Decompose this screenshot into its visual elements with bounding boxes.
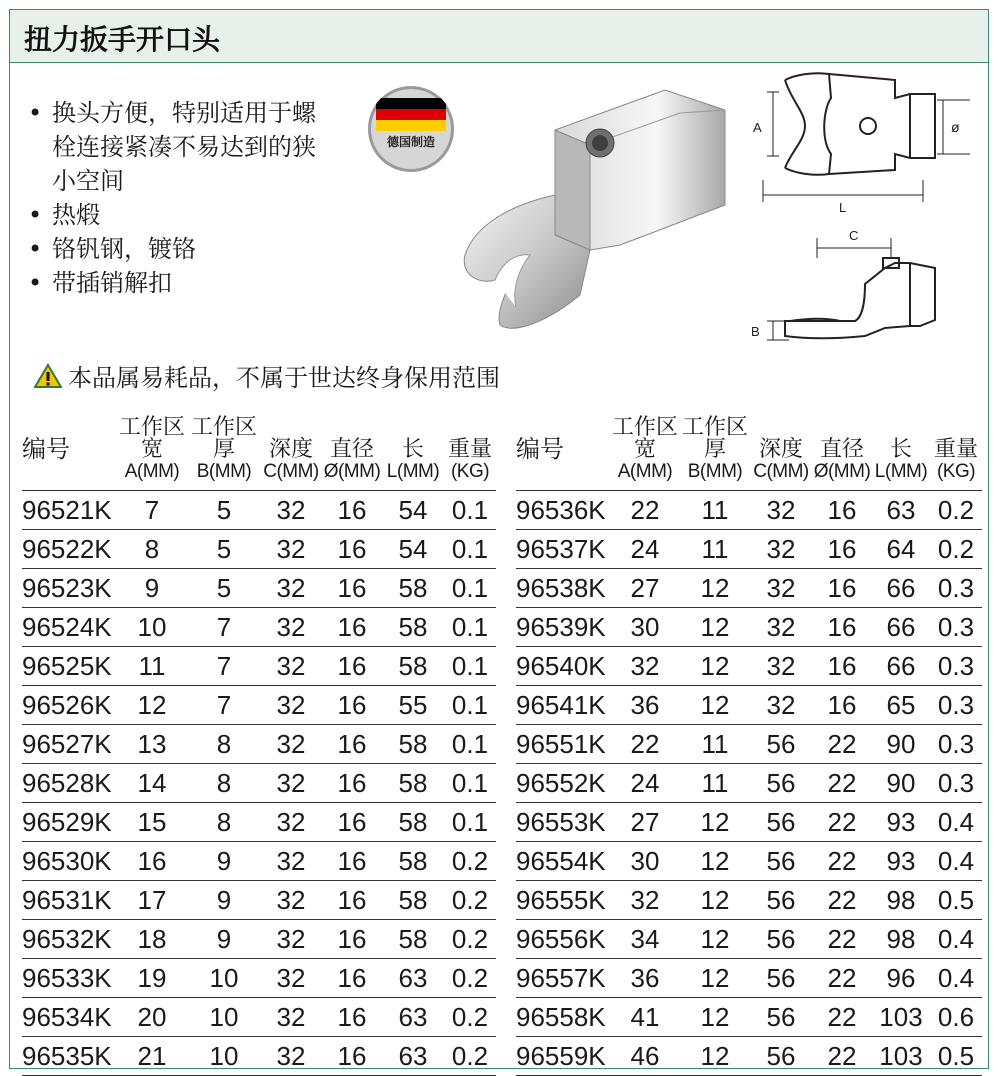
cell-weight: 0.2: [930, 530, 982, 569]
cell-code: 96555K: [516, 881, 610, 920]
cell-code: 96524K: [22, 608, 116, 647]
dimension-l-label: L: [839, 200, 847, 215]
header-diameter: 直径 Ø(MM): [813, 436, 871, 482]
cell-weight: 0.1: [444, 530, 496, 569]
cell-weight: 0.1: [444, 491, 496, 530]
cell-diameter: 16: [812, 530, 872, 569]
table-row: [516, 725, 982, 764]
cell-thickness: 5: [188, 530, 260, 569]
table-row: [22, 881, 496, 920]
cell-length: 58: [382, 647, 444, 686]
cell-code: 96557K: [516, 959, 610, 998]
table-header-row: [22, 416, 496, 491]
cell-width: 22: [610, 491, 680, 530]
feature-item: [22, 266, 322, 300]
cell-weight: 0.1: [444, 686, 496, 725]
cell-code: 96539K: [516, 608, 610, 647]
cell-thickness: 7: [188, 608, 260, 647]
cell-width: 9: [116, 569, 188, 608]
page-title: 扭力扳手开口头: [24, 23, 221, 56]
cell-width: 27: [610, 569, 680, 608]
feature-text: 带插销解扣: [52, 269, 172, 297]
cell-thickness: 8: [188, 764, 260, 803]
cell-weight: 0.4: [930, 920, 982, 959]
table-row: [22, 764, 496, 803]
cell-diameter: 16: [322, 803, 382, 842]
cell-code: 96554K: [516, 842, 610, 881]
cell-length: 54: [382, 491, 444, 530]
cell-thickness: 12: [680, 647, 750, 686]
table-row: [22, 530, 496, 569]
cell-weight: 0.3: [930, 647, 982, 686]
cell-width: 7: [116, 491, 188, 530]
cell-weight: 0.2: [930, 491, 982, 530]
cell-code: 96530K: [22, 842, 116, 881]
cell-diameter: 16: [322, 764, 382, 803]
cell-length: 63: [382, 998, 444, 1037]
cell-diameter: 16: [322, 608, 382, 647]
header-depth: 深度 C(MM): [263, 436, 319, 482]
cell-diameter: 16: [322, 530, 382, 569]
cell-depth: 32: [260, 530, 322, 569]
cell-weight: 0.3: [930, 608, 982, 647]
cell-weight: 0.1: [444, 725, 496, 764]
header-thickness: 工作区厚 B(MM): [681, 414, 748, 482]
table-row: [22, 491, 496, 530]
cell-depth: 32: [750, 647, 812, 686]
cell-depth: 32: [260, 842, 322, 881]
feature-text: 铬钒钢，镀铬: [52, 235, 196, 263]
cell-width: 30: [610, 608, 680, 647]
cell-diameter: 22: [812, 842, 872, 881]
table-row: [22, 842, 496, 881]
table-row: [22, 647, 496, 686]
feature-item: [22, 232, 322, 266]
table-row: [516, 608, 982, 647]
header-width: 工作区宽 A(MM): [118, 414, 185, 482]
cell-thickness: 7: [188, 686, 260, 725]
cell-weight: 0.5: [930, 1037, 982, 1076]
badge-label: 德国制造: [386, 135, 435, 149]
cell-weight: 0.5: [930, 881, 982, 920]
table-row: [22, 608, 496, 647]
cell-depth: 56: [750, 803, 812, 842]
cell-diameter: 22: [812, 920, 872, 959]
side-view-drawing: [745, 218, 985, 368]
cell-diameter: 16: [322, 842, 382, 881]
cell-diameter: 22: [812, 959, 872, 998]
cell-diameter: 16: [322, 725, 382, 764]
spec-table-right: [516, 416, 982, 1076]
wrench-head-image: [440, 85, 740, 345]
cell-depth: 32: [260, 1037, 322, 1076]
cell-width: 16: [116, 842, 188, 881]
cell-code: 96556K: [516, 920, 610, 959]
table-row: [22, 920, 496, 959]
cell-depth: 32: [260, 998, 322, 1037]
cell-length: 63: [382, 959, 444, 998]
cell-depth: 32: [260, 608, 322, 647]
cell-length: 65: [872, 686, 930, 725]
cell-depth: 32: [260, 647, 322, 686]
cell-weight: 0.1: [444, 608, 496, 647]
cell-weight: 0.6: [930, 998, 982, 1037]
table-row: [516, 647, 982, 686]
cell-thickness: 8: [188, 803, 260, 842]
cell-length: 64: [872, 530, 930, 569]
cell-weight: 0.2: [444, 959, 496, 998]
header-length: 长 L(MM): [386, 436, 440, 482]
cell-code: 96522K: [22, 530, 116, 569]
header-width: 工作区宽 A(MM): [611, 414, 678, 482]
cell-code: 96523K: [22, 569, 116, 608]
table-row: [516, 881, 982, 920]
cell-length: 58: [382, 764, 444, 803]
cell-code: 96553K: [516, 803, 610, 842]
cell-depth: 32: [260, 881, 322, 920]
title-bar: [10, 10, 988, 63]
cell-diameter: 16: [322, 959, 382, 998]
cell-length: 58: [382, 920, 444, 959]
feature-item: [22, 198, 322, 232]
cell-width: 18: [116, 920, 188, 959]
cell-diameter: 16: [322, 647, 382, 686]
table-row: [516, 959, 982, 998]
cell-depth: 32: [750, 608, 812, 647]
table-row: [516, 569, 982, 608]
cell-diameter: 16: [322, 686, 382, 725]
cell-weight: 0.3: [930, 725, 982, 764]
feature-list: [22, 96, 322, 300]
cell-diameter: 22: [812, 881, 872, 920]
cell-depth: 32: [260, 491, 322, 530]
cell-thickness: 7: [188, 647, 260, 686]
cell-depth: 56: [750, 764, 812, 803]
cell-length: 96: [872, 959, 930, 998]
cell-weight: 0.2: [444, 842, 496, 881]
cell-diameter: 16: [322, 569, 382, 608]
cell-weight: 0.2: [444, 1037, 496, 1076]
germany-flag-icon: [376, 98, 446, 131]
cell-length: 58: [382, 881, 444, 920]
warning-notice: [34, 358, 500, 393]
cell-depth: 32: [260, 725, 322, 764]
cell-code: 96521K: [22, 491, 116, 530]
cell-length: 93: [872, 803, 930, 842]
dimension-diameter-label: ø: [951, 119, 960, 135]
cell-code: 96525K: [22, 647, 116, 686]
bullet-icon: •: [28, 235, 43, 263]
cell-depth: 32: [260, 569, 322, 608]
bullet-icon: •: [28, 269, 43, 297]
cell-weight: 0.1: [444, 803, 496, 842]
cell-diameter: 16: [812, 647, 872, 686]
cell-thickness: 12: [680, 920, 750, 959]
cell-weight: 0.4: [930, 803, 982, 842]
table-row: [516, 764, 982, 803]
cell-diameter: 16: [812, 491, 872, 530]
cell-width: 13: [116, 725, 188, 764]
cell-diameter: 16: [322, 920, 382, 959]
cell-length: 90: [872, 764, 930, 803]
spec-table-left: [22, 416, 496, 1076]
top-view-drawing: [745, 70, 985, 215]
table-row: [22, 1037, 496, 1076]
cell-thickness: 12: [680, 1037, 750, 1076]
table-row: [516, 1037, 982, 1076]
feature-text: 换头方便，特别适用于螺栓连接紧凑不易达到的狭小空间: [52, 99, 316, 195]
cell-length: 58: [382, 608, 444, 647]
cell-thickness: 9: [188, 881, 260, 920]
cell-length: 63: [872, 491, 930, 530]
cell-code: 96541K: [516, 686, 610, 725]
header-weight: 重量 (KG): [933, 436, 978, 482]
cell-thickness: 12: [680, 959, 750, 998]
cell-width: 17: [116, 881, 188, 920]
dimension-a-label: A: [753, 120, 762, 135]
cell-width: 32: [610, 881, 680, 920]
cell-depth: 56: [750, 998, 812, 1037]
cell-thickness: 9: [188, 920, 260, 959]
cell-code: 96528K: [22, 764, 116, 803]
cell-length: 66: [872, 647, 930, 686]
cell-width: 24: [610, 764, 680, 803]
warning-triangle-icon: [34, 363, 62, 389]
cell-depth: 32: [750, 686, 812, 725]
table-row: [516, 530, 982, 569]
cell-code: 96559K: [516, 1037, 610, 1076]
cell-length: 58: [382, 725, 444, 764]
header-code: 编号: [22, 436, 70, 463]
table-row: [516, 491, 982, 530]
cell-depth: 56: [750, 959, 812, 998]
table-row: [22, 686, 496, 725]
table-row: [22, 803, 496, 842]
table-row: [516, 803, 982, 842]
cell-length: 55: [382, 686, 444, 725]
cell-width: 27: [610, 803, 680, 842]
cell-weight: 0.1: [444, 647, 496, 686]
cell-code: 96538K: [516, 569, 610, 608]
cell-width: 32: [610, 647, 680, 686]
cell-depth: 32: [260, 920, 322, 959]
cell-weight: 0.1: [444, 569, 496, 608]
cell-diameter: 22: [812, 764, 872, 803]
cell-thickness: 10: [188, 998, 260, 1037]
cell-width: 15: [116, 803, 188, 842]
cell-diameter: 22: [812, 803, 872, 842]
table-row: [22, 998, 496, 1037]
cell-code: 96537K: [516, 530, 610, 569]
table-row: [516, 998, 982, 1037]
cell-width: 34: [610, 920, 680, 959]
cell-thickness: 12: [680, 803, 750, 842]
cell-code: 96527K: [22, 725, 116, 764]
cell-width: 10: [116, 608, 188, 647]
cell-length: 58: [382, 569, 444, 608]
cell-diameter: 22: [812, 1037, 872, 1076]
cell-thickness: 12: [680, 881, 750, 920]
warning-text: 本品属易耗品，不属于世达终身保用范围: [68, 364, 500, 392]
cell-depth: 32: [750, 491, 812, 530]
cell-length: 103: [872, 1037, 930, 1076]
cell-code: 96536K: [516, 491, 610, 530]
header-code: 编号: [516, 436, 564, 463]
table-row: [22, 569, 496, 608]
table-row: [516, 920, 982, 959]
cell-diameter: 22: [812, 725, 872, 764]
cell-thickness: 9: [188, 842, 260, 881]
cell-width: 11: [116, 647, 188, 686]
cell-depth: 56: [750, 1037, 812, 1076]
cell-code: 96532K: [22, 920, 116, 959]
cell-length: 58: [382, 842, 444, 881]
cell-diameter: 16: [322, 491, 382, 530]
cell-depth: 32: [260, 959, 322, 998]
header-thickness: 工作区厚 B(MM): [190, 414, 257, 482]
cell-width: 20: [116, 998, 188, 1037]
cell-weight: 0.3: [930, 569, 982, 608]
cell-thickness: 12: [680, 569, 750, 608]
cell-width: 36: [610, 959, 680, 998]
cell-length: 98: [872, 920, 930, 959]
cell-thickness: 12: [680, 998, 750, 1037]
cell-depth: 32: [260, 803, 322, 842]
cell-thickness: 10: [188, 1037, 260, 1076]
cell-code: 96552K: [516, 764, 610, 803]
cell-weight: 0.2: [444, 998, 496, 1037]
bullet-icon: •: [28, 99, 43, 127]
cell-width: 19: [116, 959, 188, 998]
cell-thickness: 12: [680, 686, 750, 725]
cell-length: 98: [872, 881, 930, 920]
cell-depth: 56: [750, 881, 812, 920]
cell-diameter: 22: [812, 998, 872, 1037]
cell-code: 96540K: [516, 647, 610, 686]
cell-width: 41: [610, 998, 680, 1037]
header-depth: 深度 C(MM): [753, 436, 809, 482]
cell-diameter: 16: [322, 881, 382, 920]
cell-weight: 0.3: [930, 686, 982, 725]
cell-code: 96535K: [22, 1037, 116, 1076]
dimension-b-label: B: [751, 324, 760, 339]
cell-width: 8: [116, 530, 188, 569]
cell-width: 30: [610, 842, 680, 881]
table-row: [22, 725, 496, 764]
feature-text: 热煅: [52, 201, 100, 229]
header-length: 长 L(MM): [874, 436, 928, 482]
cell-weight: 0.4: [930, 959, 982, 998]
cell-code: 96529K: [22, 803, 116, 842]
cell-thickness: 11: [680, 764, 750, 803]
table-row: [516, 686, 982, 725]
header-diameter: 直径 Ø(MM): [323, 436, 381, 482]
cell-thickness: 11: [680, 530, 750, 569]
cell-width: 24: [610, 530, 680, 569]
cell-width: 36: [610, 686, 680, 725]
table-row: [22, 959, 496, 998]
cell-depth: 32: [260, 686, 322, 725]
cell-thickness: 10: [188, 959, 260, 998]
cell-length: 54: [382, 530, 444, 569]
cell-depth: 56: [750, 725, 812, 764]
feature-item: [22, 96, 322, 198]
cell-depth: 32: [750, 530, 812, 569]
cell-depth: 32: [750, 569, 812, 608]
cell-depth: 56: [750, 920, 812, 959]
cell-length: 103: [872, 998, 930, 1037]
cell-diameter: 16: [812, 686, 872, 725]
cell-code: 96531K: [22, 881, 116, 920]
dimension-c-label: C: [849, 228, 859, 243]
cell-length: 58: [382, 803, 444, 842]
header-weight: 重量 (KG): [447, 436, 492, 482]
cell-code: 96551K: [516, 725, 610, 764]
cell-thickness: 8: [188, 725, 260, 764]
cell-length: 90: [872, 725, 930, 764]
cell-weight: 0.4: [930, 842, 982, 881]
cell-width: 22: [610, 725, 680, 764]
cell-weight: 0.1: [444, 764, 496, 803]
cell-width: 46: [610, 1037, 680, 1076]
cell-diameter: 16: [322, 1037, 382, 1076]
cell-diameter: 16: [812, 608, 872, 647]
cell-code: 96558K: [516, 998, 610, 1037]
cell-diameter: 16: [322, 998, 382, 1037]
cell-thickness: 5: [188, 491, 260, 530]
cell-code: 96534K: [22, 998, 116, 1037]
cell-length: 93: [872, 842, 930, 881]
cell-width: 12: [116, 686, 188, 725]
cell-depth: 32: [260, 764, 322, 803]
cell-thickness: 11: [680, 725, 750, 764]
cell-thickness: 5: [188, 569, 260, 608]
bullet-icon: •: [28, 201, 43, 229]
cell-width: 14: [116, 764, 188, 803]
table-header-row: [516, 416, 982, 491]
cell-code: 96533K: [22, 959, 116, 998]
cell-length: 66: [872, 608, 930, 647]
cell-depth: 56: [750, 842, 812, 881]
cell-code: 96526K: [22, 686, 116, 725]
cell-thickness: 12: [680, 842, 750, 881]
cell-weight: 0.3: [930, 764, 982, 803]
cell-thickness: 12: [680, 608, 750, 647]
cell-thickness: 11: [680, 491, 750, 530]
cell-diameter: 16: [812, 569, 872, 608]
cell-weight: 0.2: [444, 881, 496, 920]
cell-length: 66: [872, 569, 930, 608]
cell-width: 21: [116, 1037, 188, 1076]
cell-weight: 0.2: [444, 920, 496, 959]
table-row: [516, 842, 982, 881]
cell-length: 63: [382, 1037, 444, 1076]
